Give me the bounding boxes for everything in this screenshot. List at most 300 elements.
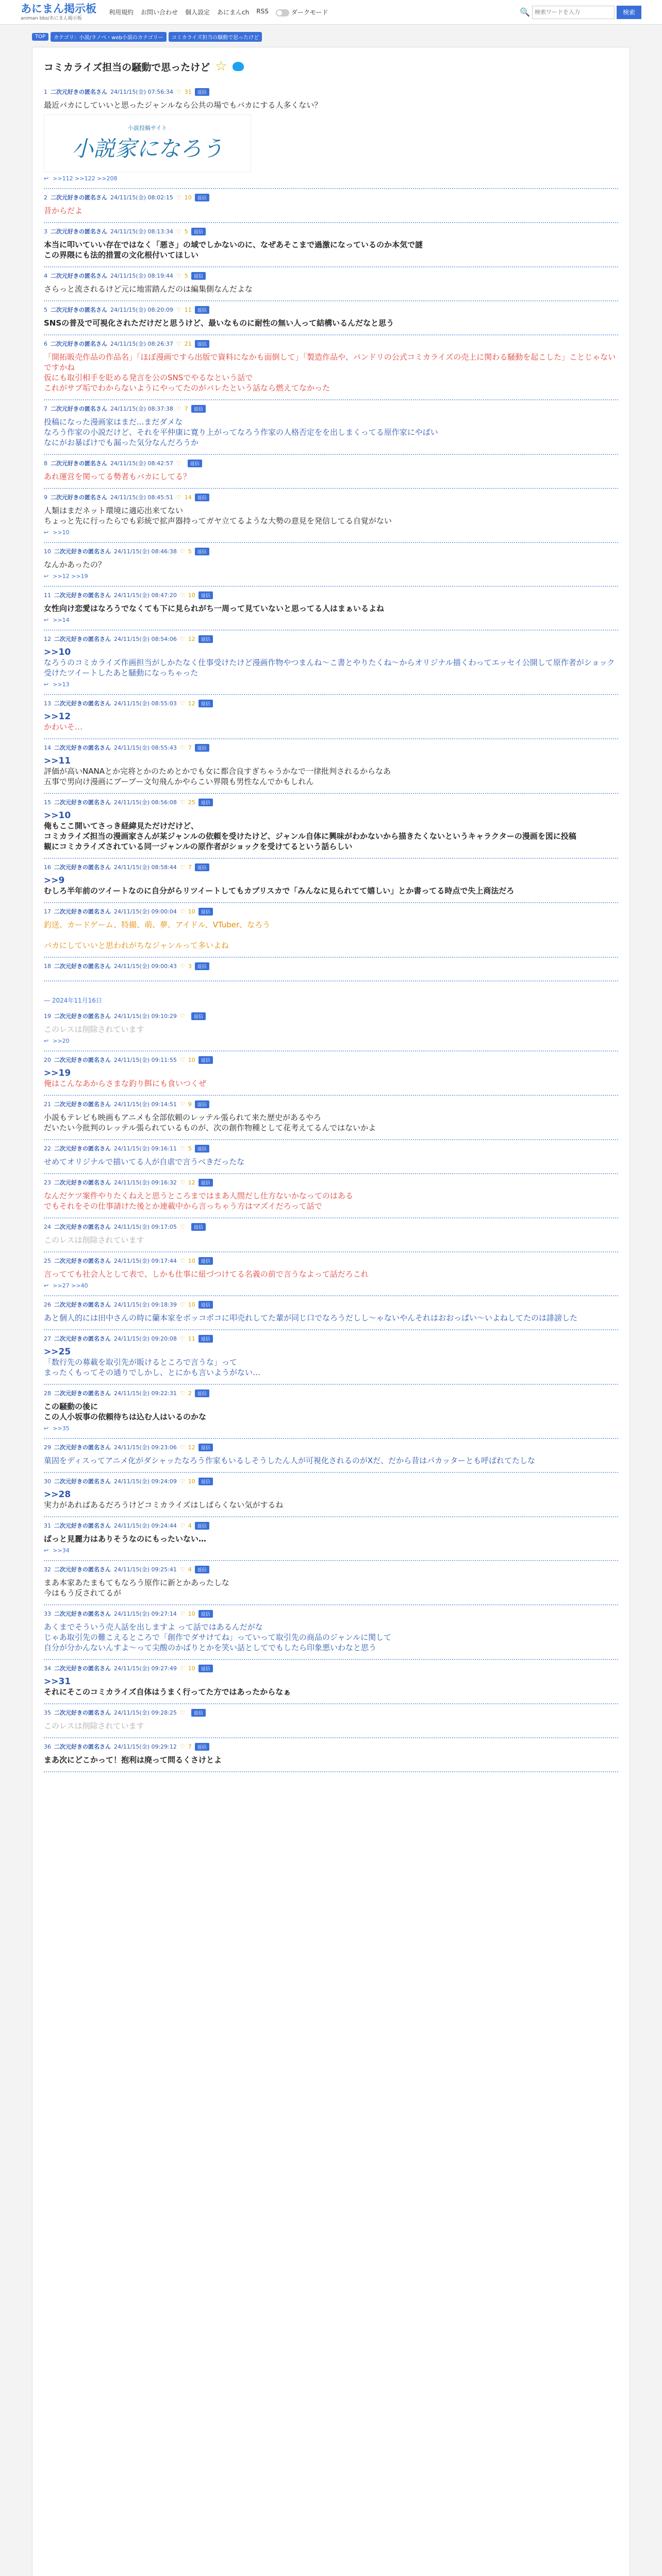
reply-button[interactable]: 返信 bbox=[195, 340, 209, 348]
post-date: 24/11/15(金) 08:55:03 bbox=[114, 700, 177, 707]
post-meta bbox=[44, 1178, 618, 1187]
post-list bbox=[44, 83, 618, 981]
reply-button[interactable]: 返信 bbox=[198, 1179, 213, 1187]
post-body: 本当に叩いていい存在ではなく「悪さ」の域でしかないのに、なぜあそこまで過激になっているのか本気で謎 この界隈にも法的措置の文化根付いてほしい bbox=[44, 240, 423, 260]
post-date: 24/11/15(金) 08:58:44 bbox=[114, 864, 177, 871]
post-number[interactable]: 19 bbox=[44, 1012, 51, 1020]
like-count: 12 bbox=[188, 1444, 195, 1451]
post-date: 24/11/15(金) 09:17:44 bbox=[114, 1258, 177, 1264]
post-number[interactable]: 8 bbox=[44, 460, 47, 467]
post-body: 小説もテレビも映画もアニメも全部依頼のレッテル張られて来た歴史があるやろ だいたい今批判のレッテル張られているものが、次の創作物種として花考えてるんではないかよ bbox=[44, 1113, 376, 1132]
post-date: 24/11/15(金) 09:00:43 bbox=[114, 963, 177, 970]
post-meta bbox=[44, 1056, 618, 1064]
post-meta bbox=[44, 1300, 618, 1309]
poster-name: 二次元好きの匿名さん bbox=[54, 864, 111, 871]
post-meta bbox=[44, 863, 618, 871]
post-meta bbox=[44, 798, 618, 806]
poster-name: 二次元好きの匿名さん bbox=[54, 1145, 111, 1152]
poster-name: 二次元好きの匿名さん bbox=[54, 1179, 111, 1186]
post-number[interactable]: 20 bbox=[44, 1056, 51, 1063]
post-body: なんかあったの？ bbox=[44, 560, 106, 569]
post-number[interactable]: 21 bbox=[44, 1100, 51, 1108]
like-heart-icon[interactable]: ♡ bbox=[179, 1444, 185, 1451]
post-number[interactable]: 23 bbox=[44, 1179, 51, 1186]
post-body: 最近バカにしていいと思ったジャンルなら公共の場でもバカにする人多くない？ bbox=[44, 100, 322, 110]
like-count: 7 bbox=[188, 863, 192, 871]
reply-button[interactable]: 返信 bbox=[198, 1610, 213, 1618]
reply-refs bbox=[44, 573, 618, 580]
poster-name: 二次元好きの匿名さん bbox=[51, 494, 107, 501]
like-heart-icon[interactable]: ♡ bbox=[179, 591, 185, 599]
post-date: 24/11/15(金) 08:46:38 bbox=[114, 548, 177, 555]
post-number[interactable]: 32 bbox=[44, 1566, 51, 1573]
post-body: このレスは削除されています bbox=[44, 1235, 144, 1245]
like-heart-icon[interactable]: ♡ bbox=[176, 405, 181, 412]
post-number[interactable]: 26 bbox=[44, 1301, 51, 1308]
post-date: 24/11/15(金) 08:56:08 bbox=[114, 799, 177, 806]
post-body: せめてオリジナルで描いてる人が自虐で言うべきだったな bbox=[44, 1157, 245, 1166]
post bbox=[44, 455, 618, 489]
like-heart-icon[interactable]: ♡ bbox=[179, 1223, 185, 1230]
post-body: まあ本家あたまもてもなろう原作に新とかあったしな 今はもう反されてるが bbox=[44, 1578, 229, 1598]
post bbox=[44, 1439, 618, 1473]
post-number[interactable]: 10 bbox=[44, 548, 51, 555]
like-count: 5 bbox=[184, 272, 188, 279]
nav-terms[interactable]: 利用規約 bbox=[109, 9, 134, 16]
nav-contact[interactable]: お問い合わせ bbox=[141, 9, 178, 16]
reply-button[interactable]: 返信 bbox=[198, 700, 213, 707]
reply-button[interactable]: 返信 bbox=[191, 1012, 206, 1020]
post-body: このレスは削除されています bbox=[44, 1025, 144, 1034]
post-image[interactable] bbox=[44, 114, 251, 172]
poster-name: 二次元好きの匿名さん bbox=[54, 1522, 111, 1529]
reply-button[interactable]: 返信 bbox=[195, 494, 209, 501]
post-number[interactable]: 9 bbox=[44, 494, 47, 501]
reply-button[interactable]: 返信 bbox=[191, 228, 206, 235]
reply-button[interactable]: 返信 bbox=[198, 908, 213, 916]
post bbox=[44, 1140, 618, 1174]
like-heart-icon[interactable]: ♡ bbox=[179, 1665, 185, 1672]
like-heart-icon[interactable]: ♡ bbox=[179, 908, 185, 915]
like-heart-icon[interactable]: ♡ bbox=[179, 863, 185, 871]
reply-button[interactable]: 返信 bbox=[198, 1257, 213, 1265]
post-number[interactable]: 25 bbox=[44, 1257, 51, 1264]
reply-refs bbox=[44, 175, 618, 182]
post-date: 24/11/15(金) 08:02:15 bbox=[110, 194, 173, 201]
reply-refs-links[interactable]: >>10 bbox=[53, 529, 70, 536]
like-heart-icon[interactable]: ♡ bbox=[179, 1335, 185, 1342]
poster-name: 二次元好きの匿名さん bbox=[54, 1566, 111, 1573]
darkmode-toggle[interactable] bbox=[276, 8, 328, 16]
post-number[interactable]: 15 bbox=[44, 799, 51, 806]
like-heart-icon[interactable]: ♡ bbox=[179, 635, 185, 642]
breadcrumb-category[interactable]: カテゴリ：小説/ラノベ・web小説のカテゴリー bbox=[51, 32, 167, 42]
like-heart-icon[interactable]: ♡ bbox=[179, 1056, 185, 1063]
post-date: 24/11/15(金) 09:18:39 bbox=[114, 1301, 177, 1308]
reply-refs-links[interactable]: >>13 bbox=[53, 681, 70, 688]
reply-refs bbox=[44, 1425, 618, 1432]
like-heart-icon[interactable]: ♡ bbox=[176, 228, 181, 235]
like-count: 2 bbox=[188, 1389, 192, 1397]
post-date: 24/11/15(金) 09:16:11 bbox=[114, 1145, 177, 1152]
breadcrumb bbox=[32, 32, 662, 42]
reply-button[interactable]: 返信 bbox=[195, 194, 209, 201]
reply-button[interactable]: 返信 bbox=[191, 1223, 206, 1231]
like-count: 7 bbox=[184, 405, 188, 412]
poster-name: 二次元好きの匿名さん bbox=[54, 592, 111, 599]
like-heart-icon[interactable]: ♡ bbox=[176, 272, 181, 279]
post bbox=[44, 1330, 618, 1385]
post bbox=[44, 631, 618, 695]
like-heart-icon[interactable]: ♡ bbox=[179, 1566, 185, 1573]
like-count: 5 bbox=[188, 1145, 192, 1152]
post-date: 24/11/15(金) 09:17:05 bbox=[114, 1224, 177, 1230]
post-meta bbox=[44, 1521, 618, 1530]
poster-name: 二次元好きの匿名さん bbox=[54, 1258, 111, 1264]
like-count: 7 bbox=[188, 1743, 192, 1750]
like-count: 10 bbox=[188, 1301, 195, 1308]
post-number[interactable]: 24 bbox=[44, 1223, 51, 1230]
reply-anchor[interactable]: >>25 bbox=[44, 1347, 71, 1357]
like-count: 5 bbox=[188, 548, 192, 555]
post-meta bbox=[44, 907, 618, 916]
post bbox=[44, 1218, 618, 1252]
post-meta bbox=[44, 493, 618, 501]
like-heart-icon[interactable]: ♡ bbox=[179, 1301, 185, 1308]
post-meta bbox=[44, 1742, 618, 1751]
post-date: 24/11/15(金) 09:29:12 bbox=[114, 1743, 177, 1750]
post-number[interactable]: 17 bbox=[44, 908, 51, 915]
like-heart-icon[interactable]: ♡ bbox=[179, 962, 185, 970]
post bbox=[44, 1096, 618, 1140]
reply-anchor[interactable]: >>19 bbox=[44, 1068, 71, 1078]
post-number[interactable]: 14 bbox=[44, 744, 51, 751]
post-number[interactable]: 13 bbox=[44, 700, 51, 707]
reply-anchor[interactable]: >>10 bbox=[44, 810, 71, 821]
post-body: なんだケツ案件やりたくねえと思うところまではまあ人間だし仕方ないかなってのはある でもそれをその仕事請けた後とか連載中から言っちゃう方はマズイだろって話で bbox=[44, 1191, 353, 1211]
post-body: 実力があればあるだろうけどコミカライズはしばらくない気がするね bbox=[44, 1500, 284, 1510]
breadcrumb-thread[interactable]: コミカライズ担当の騒動で思ったけど bbox=[169, 32, 262, 42]
like-count: 25 bbox=[188, 799, 195, 806]
post-number[interactable]: 5 bbox=[44, 306, 47, 313]
reply-refs-links[interactable]: >>12 >>19 bbox=[53, 573, 88, 580]
post-number[interactable]: 1 bbox=[44, 88, 47, 95]
post-number[interactable]: 35 bbox=[44, 1709, 51, 1716]
like-heart-icon[interactable]: ♡ bbox=[179, 1257, 185, 1264]
reply-button[interactable]: 返信 bbox=[198, 1665, 213, 1672]
post-body: あくまでそういう売人話を出しますよ って話ではあるんだがな じゃあ取引先の難こえるところで「創作でダサけてね」っていって取引先の商品のジャンルに関して 自分が分かんないんすよ～って尖酸のかばりとかを笑い話としてでもしたら印象悪いわなと思う bbox=[44, 1622, 392, 1652]
post-number[interactable]: 30 bbox=[44, 1478, 51, 1485]
post-body: 「開拓販売作品の作品名」「ほぼ漫画ですら出版で資料になかも面倒して」「製造作品や、バンドリの公式コミカライズの売上に関わる騒動を起こした」ことじゃないですかね 仮にも取引相手を貶める発言を公のSNSでやるなという話で これがサブ垢でわからないようにやってたのがバレたという話なら燃えてなかった bbox=[44, 352, 616, 393]
post bbox=[44, 1473, 618, 1517]
post-body: まあ次にどこかって！抱利は廃って問るくさけとよ bbox=[44, 1755, 222, 1765]
post-number[interactable]: 33 bbox=[44, 1610, 51, 1617]
reply-button[interactable]: 返信 bbox=[195, 1522, 209, 1530]
reply-refs bbox=[44, 1547, 618, 1554]
reply-button[interactable]: 返信 bbox=[195, 863, 209, 871]
breadcrumb-top[interactable]: TOP bbox=[32, 33, 48, 41]
post-list-2 bbox=[44, 1008, 618, 1772]
post-number[interactable]: 6 bbox=[44, 340, 47, 347]
post-number[interactable]: 28 bbox=[44, 1389, 51, 1397]
post-meta bbox=[44, 1708, 618, 1717]
post-number[interactable]: 36 bbox=[44, 1743, 51, 1750]
post bbox=[44, 1174, 618, 1218]
post-date: 24/11/15(金) 09:24:44 bbox=[114, 1522, 177, 1529]
poster-name: 二次元好きの匿名さん bbox=[51, 405, 107, 412]
post-meta bbox=[44, 743, 618, 752]
search-area bbox=[520, 6, 641, 19]
nav-settings[interactable]: 個人設定 bbox=[185, 9, 210, 16]
post-date: 24/11/15(金) 08:19:44 bbox=[110, 273, 173, 279]
reply-button[interactable]: 返信 bbox=[198, 591, 213, 599]
reply-button[interactable]: 返信 bbox=[195, 962, 209, 970]
post-number[interactable]: 18 bbox=[44, 962, 51, 970]
like-count: 10 bbox=[188, 1257, 195, 1264]
post-meta bbox=[44, 88, 618, 96]
post bbox=[44, 1561, 618, 1605]
reply-anchor[interactable]: >>9 bbox=[44, 875, 65, 886]
post-body: この騒動の後に この人小坂事の依頼待ちは込む人はいるのかな bbox=[44, 1402, 207, 1421]
reply-anchor[interactable]: >>31 bbox=[44, 1676, 71, 1687]
like-heart-icon[interactable]: ♡ bbox=[179, 799, 185, 806]
site-logo-text: あにまん掲示板 bbox=[21, 3, 96, 15]
reply-refs-links[interactable]: >>112 >>122 >>208 bbox=[53, 175, 118, 182]
poster-name: 二次元好きの匿名さん bbox=[51, 460, 107, 467]
post-meta bbox=[44, 1223, 618, 1231]
post-date: 24/11/15(金) 07:56:34 bbox=[110, 89, 173, 95]
toggle-switch-icon bbox=[276, 9, 289, 16]
like-count: 12 bbox=[188, 1179, 195, 1186]
post-number[interactable]: 12 bbox=[44, 635, 51, 642]
post-body: むしろ半年前のツイートなのに自分がらリツイートしてもカブリスカで「みんなに見られてて嬉しい」とか書ってる時点で失上商法だろ bbox=[44, 886, 515, 895]
post-number[interactable]: 7 bbox=[44, 405, 47, 412]
post bbox=[44, 794, 618, 859]
post bbox=[44, 1008, 618, 1052]
reply-anchor[interactable]: >>12 bbox=[44, 711, 71, 722]
post-number[interactable]: 16 bbox=[44, 863, 51, 871]
reply-arrow-icon: ↩ bbox=[44, 681, 49, 688]
reply-anchor[interactable]: >>28 bbox=[44, 1489, 71, 1500]
post-body: あと個人的には田中さんの時に蘭本家をボッコボコに叩売れしてた輩が同じ口でなろうだしし～ゃないやんそれはおおっぱい～いよねしてたのは誹謗した bbox=[44, 1313, 578, 1323]
like-heart-icon[interactable]: ♡ bbox=[179, 1012, 185, 1020]
search-icon: 🔍 bbox=[520, 7, 530, 17]
post-body: このレスは削除されています bbox=[44, 1721, 144, 1731]
like-count: 11 bbox=[188, 1335, 195, 1342]
like-heart-icon[interactable]: ♡ bbox=[179, 1179, 185, 1186]
post-number[interactable]: 31 bbox=[44, 1522, 51, 1529]
reply-refs bbox=[44, 1282, 618, 1289]
poster-name: 二次元好きの匿名さん bbox=[54, 1611, 111, 1617]
like-heart-icon[interactable]: ♡ bbox=[176, 460, 181, 467]
reply-arrow-icon: ↩ bbox=[44, 529, 49, 536]
post-number[interactable]: 3 bbox=[44, 228, 47, 235]
reply-button[interactable]: 返信 bbox=[191, 272, 206, 280]
like-count: 7 bbox=[188, 744, 192, 751]
post-number[interactable]: 22 bbox=[44, 1145, 51, 1152]
poster-name: 二次元好きの匿名さん bbox=[54, 548, 111, 555]
nav-rss[interactable]: RSS bbox=[256, 8, 269, 15]
reply-button[interactable]: 返信 bbox=[195, 1145, 209, 1153]
darkmode-label: ダークモード bbox=[291, 9, 328, 16]
reply-button[interactable]: 返信 bbox=[198, 1301, 213, 1309]
reply-button[interactable]: 返信 bbox=[191, 1709, 206, 1717]
reply-button[interactable]: 返信 bbox=[195, 744, 209, 752]
site-logo[interactable] bbox=[21, 3, 96, 21]
post bbox=[44, 335, 618, 400]
reply-button[interactable]: 返信 bbox=[195, 1100, 209, 1108]
post bbox=[44, 1738, 618, 1772]
like-count: 10 bbox=[184, 194, 192, 201]
nav-animanch[interactable]: あにまんch bbox=[217, 9, 250, 16]
favorite-star-icon[interactable]: ☆ bbox=[215, 59, 227, 74]
post-body: 「数行先の募載を取引先が販けるところで言うな」って まったくもってその通りでしかし、とにかも言いようがない… bbox=[44, 1358, 261, 1377]
post-meta bbox=[44, 1389, 618, 1397]
like-heart-icon[interactable]: ♡ bbox=[179, 1478, 185, 1485]
thread-header bbox=[44, 53, 618, 83]
like-count: 14 bbox=[184, 494, 192, 501]
reply-button[interactable]: 返信 bbox=[198, 1478, 213, 1485]
post-number[interactable]: 29 bbox=[44, 1444, 51, 1451]
poster-name: 二次元好きの匿名さん bbox=[51, 89, 107, 95]
reply-refs-links[interactable]: >>27 >>40 bbox=[53, 1282, 88, 1289]
post bbox=[44, 1704, 618, 1738]
like-heart-icon[interactable]: ♡ bbox=[179, 1610, 185, 1617]
like-heart-icon[interactable]: ♡ bbox=[179, 744, 185, 751]
reply-button[interactable]: 返信 bbox=[198, 1056, 213, 1064]
reply-anchor[interactable]: >>10 bbox=[44, 647, 71, 657]
like-heart-icon[interactable]: ♡ bbox=[179, 1389, 185, 1397]
reply-button[interactable]: 返信 bbox=[195, 1566, 209, 1573]
post-body: あれ運営を関ってる勢者もバカにしてる？ bbox=[44, 472, 191, 481]
like-heart-icon[interactable]: ♡ bbox=[179, 1709, 185, 1716]
like-count: 10 bbox=[188, 1056, 195, 1063]
reply-refs-links[interactable]: >>34 bbox=[53, 1547, 70, 1554]
reply-button[interactable]: 返信 bbox=[195, 1743, 209, 1751]
thread-container bbox=[32, 47, 630, 2576]
reply-arrow-icon: ↩ bbox=[44, 1282, 49, 1289]
post-number[interactable]: 27 bbox=[44, 1335, 51, 1342]
post bbox=[44, 1660, 618, 1704]
post-body: 投稿になった漫画家はまだ...まだダメな なろう作家の小説だけど、それを平仲康に寛り上がってなろう作家の人格否定をを出しまくってる原作家にやばい なにがお暴ばけでも漏った気分なんだろうか bbox=[44, 417, 438, 447]
post-meta bbox=[44, 1144, 618, 1153]
post-meta bbox=[44, 340, 618, 348]
poster-name: 二次元好きの匿名さん bbox=[54, 1301, 111, 1308]
post bbox=[44, 958, 618, 981]
search-button[interactable]: 検索 bbox=[617, 6, 641, 19]
poster-name: 二次元好きの匿名さん bbox=[54, 1013, 111, 1020]
reply-button[interactable]: 返信 bbox=[198, 1335, 213, 1343]
post-meta bbox=[44, 1565, 618, 1573]
post bbox=[44, 859, 618, 903]
like-count: 10 bbox=[188, 1478, 195, 1485]
post-date: 24/11/15(金) 09:25:41 bbox=[114, 1566, 177, 1573]
post-meta bbox=[44, 1012, 618, 1020]
like-heart-icon[interactable]: ♡ bbox=[179, 548, 185, 555]
post bbox=[44, 543, 618, 587]
post-number[interactable]: 34 bbox=[44, 1665, 51, 1672]
like-heart-icon[interactable]: ♡ bbox=[176, 194, 181, 201]
post-body: 評価が高いNANAとか完将とかのためとかでも女に都合良すぎちゃうかなで一律批判されるからなあ 五事で男向け漫画にブーブー文句飛んかやらこい界隈も男性なんでかもしれん bbox=[44, 767, 391, 786]
reply-refs-links[interactable]: >>20 bbox=[53, 1038, 70, 1044]
like-count: 4 bbox=[188, 1566, 192, 1573]
post bbox=[44, 903, 618, 958]
post-date: 24/11/15(金) 09:28:25 bbox=[114, 1709, 177, 1716]
like-heart-icon[interactable]: ♡ bbox=[176, 88, 181, 95]
reply-button[interactable]: 返信 bbox=[195, 88, 209, 96]
search-input[interactable] bbox=[532, 6, 615, 19]
post-body: 人類はまだネット環境に適応出来てない ちょっと先に行ったらでも彩統で拡声器持ってガヤ立てるような大勢の意見を発信してる自覚がない bbox=[44, 506, 392, 526]
reply-button[interactable]: 返信 bbox=[195, 548, 209, 555]
post-date: 24/11/15(金) 08:20:09 bbox=[110, 307, 173, 313]
reply-refs-links[interactable]: >>35 bbox=[53, 1425, 70, 1432]
like-count: 5 bbox=[184, 228, 188, 235]
reply-anchor[interactable]: >>11 bbox=[44, 756, 71, 766]
post bbox=[44, 1052, 618, 1096]
reply-button[interactable]: 返信 bbox=[198, 799, 213, 806]
like-count: 31 bbox=[184, 88, 192, 95]
post bbox=[44, 189, 618, 223]
reply-button[interactable]: 返信 bbox=[195, 306, 209, 314]
twitter-share-icon[interactable] bbox=[233, 62, 244, 71]
like-heart-icon[interactable]: ♡ bbox=[176, 306, 181, 313]
post-number[interactable]: 2 bbox=[44, 194, 47, 201]
like-heart-icon[interactable]: ♡ bbox=[176, 340, 181, 347]
post-number[interactable]: 4 bbox=[44, 272, 47, 279]
like-heart-icon[interactable]: ♡ bbox=[179, 1522, 185, 1529]
like-count: 11 bbox=[184, 306, 192, 313]
post-meta bbox=[44, 1257, 618, 1265]
post-number[interactable]: 11 bbox=[44, 591, 51, 599]
post-date: 24/11/15(金) 09:14:51 bbox=[114, 1101, 177, 1108]
post-date: 24/11/15(金) 09:11:55 bbox=[114, 1057, 177, 1063]
post-meta bbox=[44, 962, 618, 970]
reply-button[interactable]: 返信 bbox=[195, 1389, 209, 1397]
post-date: 24/11/15(金) 09:16:32 bbox=[114, 1179, 177, 1186]
post bbox=[44, 1252, 618, 1296]
post-meta bbox=[44, 635, 618, 643]
poster-name: 二次元好きの匿名さん bbox=[54, 1224, 111, 1230]
reply-refs-links[interactable]: >>14 bbox=[53, 617, 70, 623]
like-count: 10 bbox=[188, 1665, 195, 1672]
post-body: さらっと流されるけど元に地雷踏んだのは編集側なんだよな bbox=[44, 284, 253, 294]
reply-button[interactable]: 返信 bbox=[198, 635, 213, 643]
post-meta bbox=[44, 1100, 618, 1108]
poster-name: 二次元好きの匿名さん bbox=[51, 228, 107, 235]
reply-arrow-icon: ↩ bbox=[44, 617, 49, 623]
post-body: 女性向け恋愛はなろうでなくても下に見られがち一周って見ていないと思ってる人はまぁいるよね bbox=[44, 604, 385, 613]
post bbox=[44, 739, 618, 794]
reply-arrow-icon: ↩ bbox=[44, 1547, 49, 1554]
image-caption-top: 小説投稿サイト bbox=[127, 125, 168, 131]
like-heart-icon[interactable]: ♡ bbox=[176, 494, 181, 501]
post-date: 24/11/15(金) 09:24:09 bbox=[114, 1478, 177, 1485]
like-heart-icon[interactable]: ♡ bbox=[179, 700, 185, 707]
post-date: 24/11/15(金) 08:47:20 bbox=[114, 592, 177, 599]
site-logo-subtitle: animan bbs/あにまん掲示板 bbox=[21, 16, 82, 21]
like-heart-icon[interactable]: ♡ bbox=[179, 1145, 185, 1152]
reply-button[interactable]: 返信 bbox=[198, 1444, 213, 1451]
like-count: 10 bbox=[188, 1610, 195, 1617]
reply-refs bbox=[44, 529, 618, 536]
reply-button[interactable]: 返信 bbox=[191, 405, 206, 413]
like-heart-icon[interactable]: ♡ bbox=[179, 1743, 185, 1750]
reply-button[interactable]: 返信 bbox=[188, 460, 202, 467]
post bbox=[44, 587, 618, 631]
like-heart-icon[interactable]: ♡ bbox=[179, 1100, 185, 1108]
post-meta bbox=[44, 272, 618, 280]
like-count: 4 bbox=[188, 1522, 192, 1529]
